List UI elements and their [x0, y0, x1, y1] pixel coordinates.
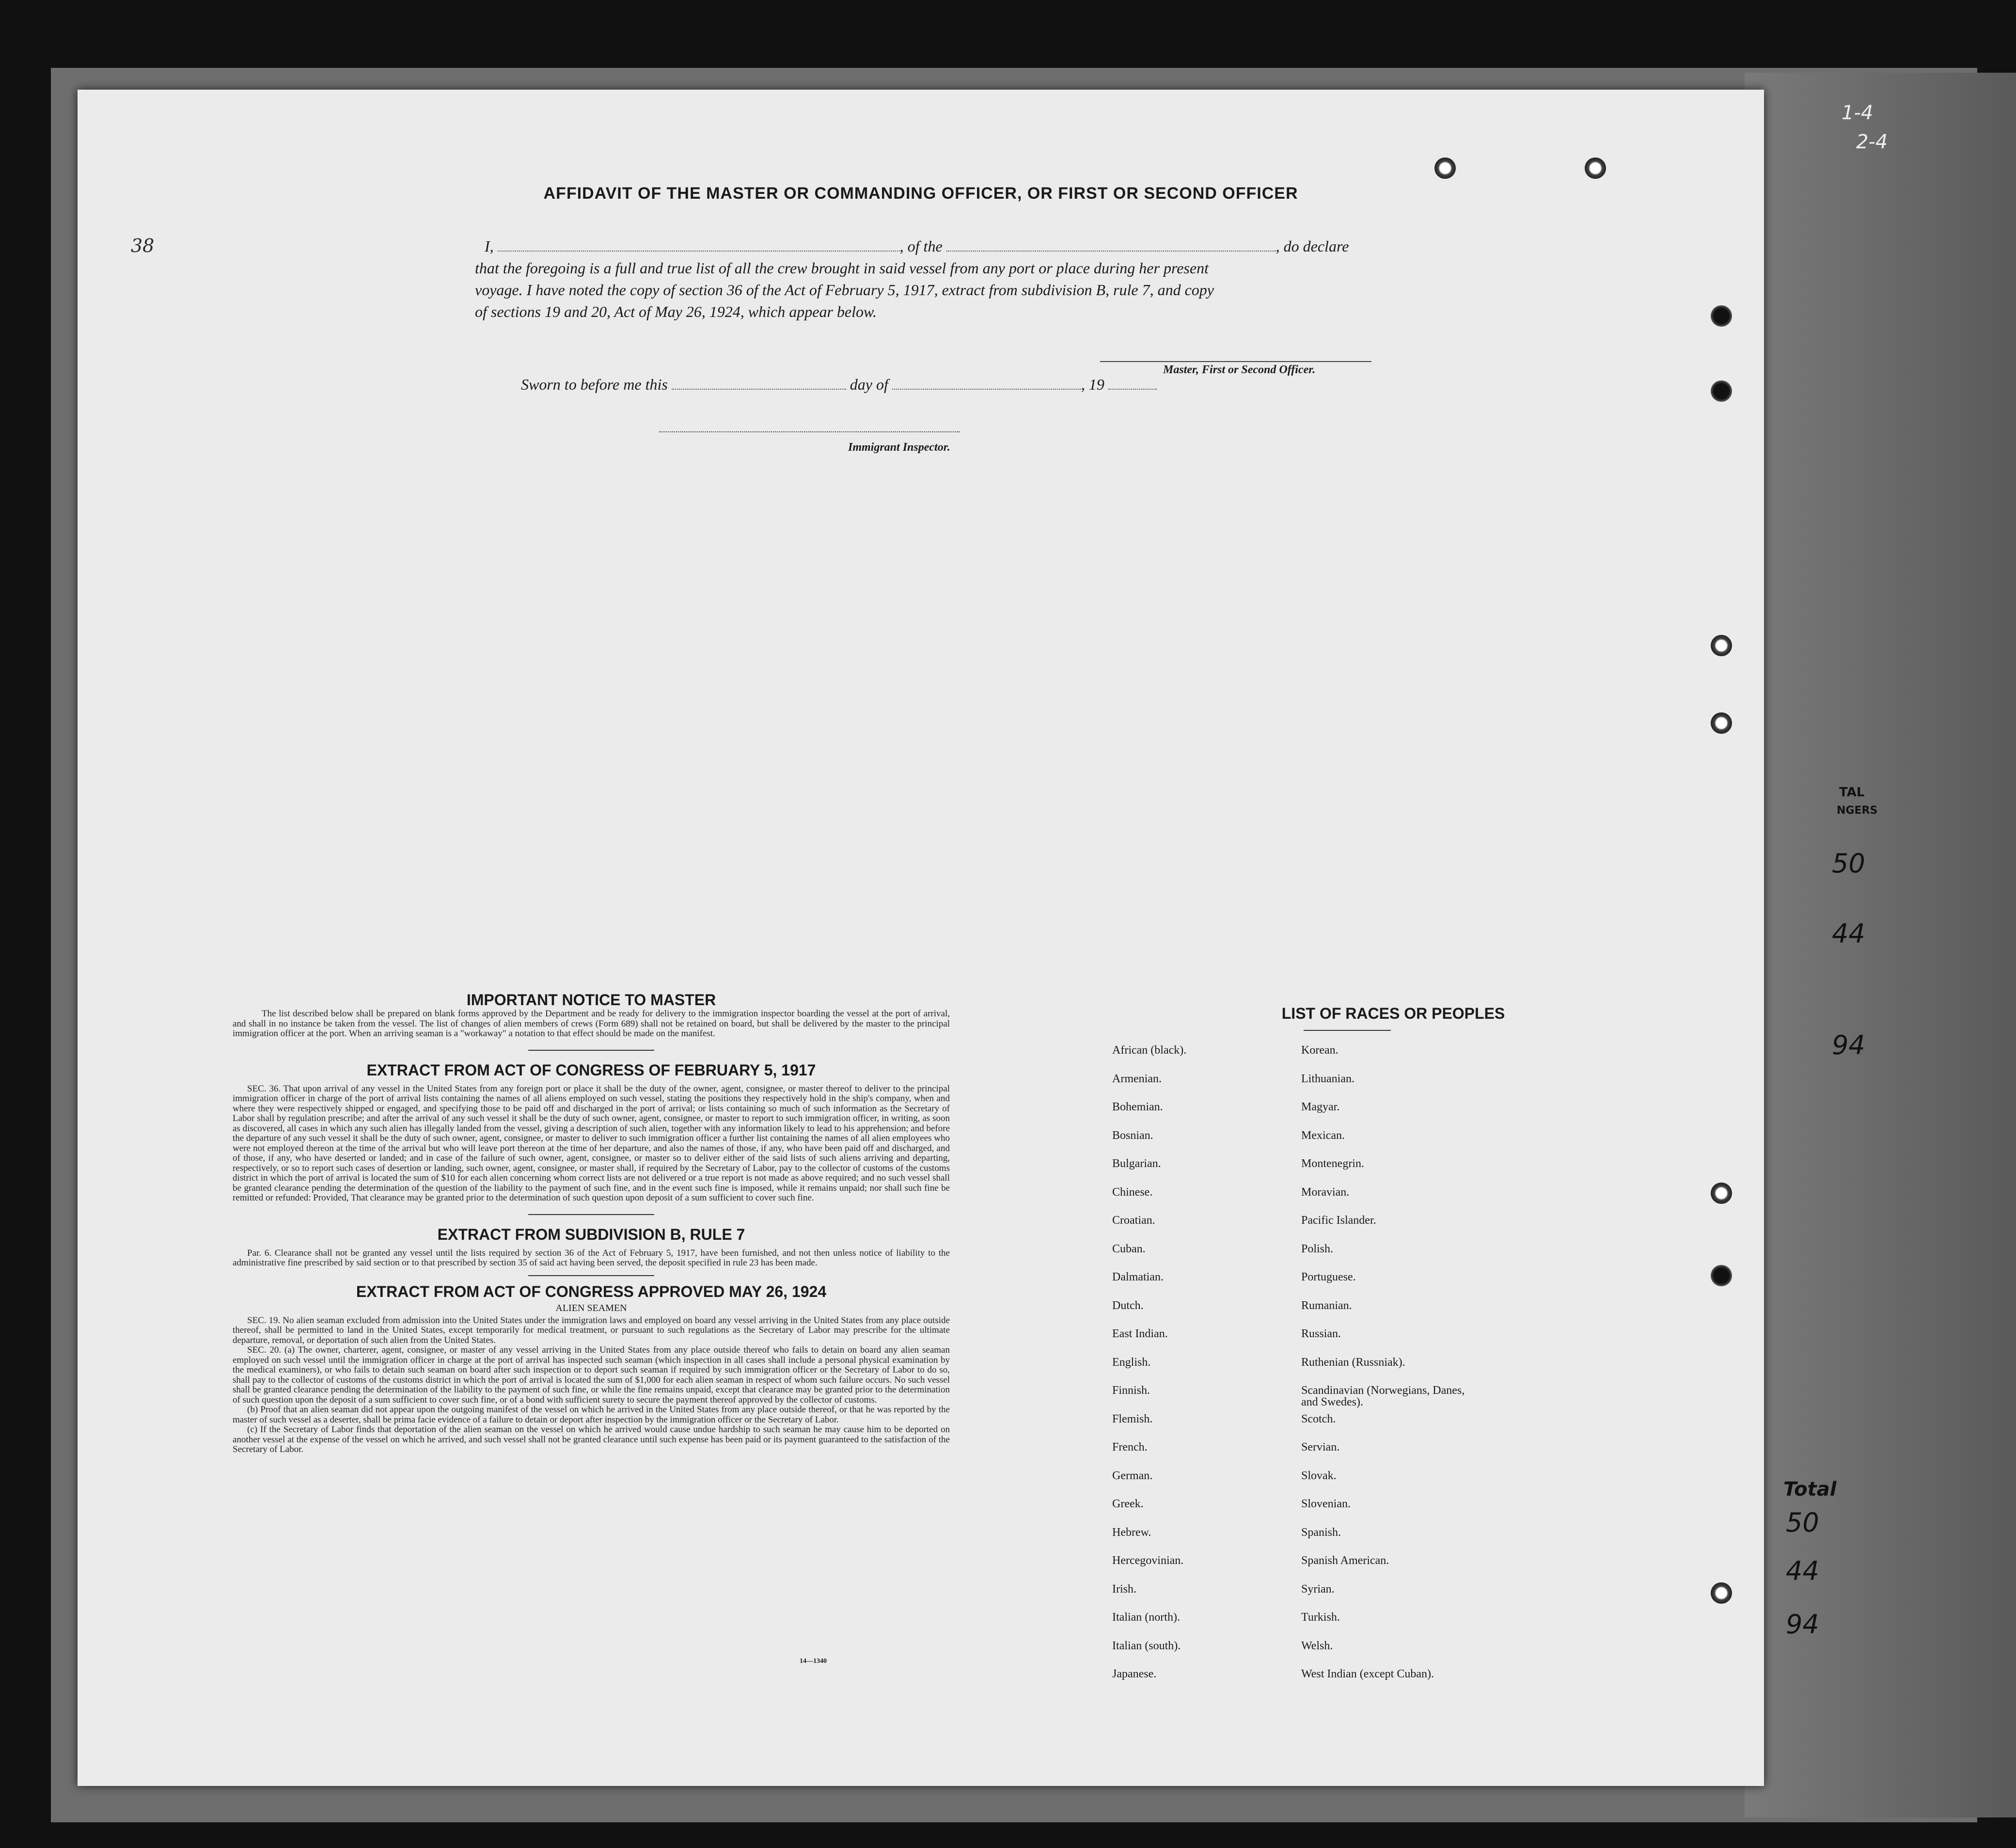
- sworn-year-blank[interactable]: [1108, 376, 1157, 390]
- punch-hole: [1711, 305, 1732, 327]
- divider: [528, 1050, 654, 1051]
- margin-total-1: 50: [1786, 1507, 1819, 1538]
- races-title: LIST OF RACES OR PEOPLES: [1281, 1005, 1505, 1022]
- race-item: Turkish.: [1301, 1611, 1340, 1624]
- divider: [528, 1214, 654, 1215]
- extract-1917-title: EXTRACT FROM ACT OF CONGRESS OF FEBRUARY 5, 1917: [366, 1061, 816, 1079]
- race-item: Rumanian.: [1301, 1299, 1352, 1312]
- race-item: Bulgarian.: [1112, 1157, 1161, 1170]
- extract-rule7-body: Par. 6. Clearance shall not be granted any vessel until the lists required by section 36 of the Act of February 5, 1917, have been furnished, and not then unless notice of liability to the administrative fine prescribed by said section or to that prescribed by section 35 of said act having been served, the deposit specified in rule 23 has been made.: [233, 1248, 950, 1268]
- race-item: Finnish.: [1112, 1384, 1150, 1397]
- race-item: Chinese.: [1112, 1185, 1153, 1199]
- race-item: Croatian.: [1112, 1214, 1155, 1227]
- race-item: Moravian.: [1301, 1185, 1350, 1199]
- race-item: Ruthenian (Russniak).: [1301, 1356, 1405, 1369]
- punch-hole: [1711, 1582, 1732, 1604]
- race-item: Lithuanian.: [1301, 1072, 1354, 1085]
- race-item: Scandinavian (Norwegians, Danes, and Swedes).: [1301, 1384, 1465, 1408]
- race-item: Spanish American.: [1301, 1554, 1389, 1567]
- race-item: Cuban.: [1112, 1242, 1146, 1255]
- race-item: East Indian.: [1112, 1327, 1168, 1340]
- punch-hole: [1434, 158, 1456, 179]
- day-of-text: day of: [850, 376, 888, 393]
- race-item: Pacific Islander.: [1301, 1214, 1376, 1227]
- notice-column: [233, 991, 950, 1455]
- master-caption: Master, First or Second Officer.: [1163, 363, 1316, 376]
- race-item: Italian (south).: [1112, 1639, 1181, 1652]
- race-item: Flemish.: [1112, 1412, 1153, 1425]
- divider: [528, 1275, 654, 1276]
- race-item: Portuguese.: [1301, 1271, 1356, 1283]
- race-item: Montenegrin.: [1301, 1157, 1364, 1170]
- master-signature-line[interactable]: [1100, 361, 1371, 362]
- extract-1924-title: EXTRACT FROM ACT OF CONGRESS APPROVED MAY 26, 1924: [356, 1282, 827, 1300]
- affidavit-line-3: voyage. I have noted the copy of section 36 of the Act of February 5, 1917, extract from subdivision B, rule 7, and copy: [475, 281, 1214, 299]
- races-divider: [1304, 1030, 1391, 1031]
- sec20b-body: (b) Proof that an alien seaman did not appear upon the outgoing manifest of the vessel on which he arrived in the United States from any place outside thereof, or that he was reported by the master of such vessel as a deserter, shall be prima facie evidence of a failure to detain or deport after inspection by the immigration officer or the Secretary of Labor.: [233, 1405, 950, 1425]
- name-blank[interactable]: [498, 238, 900, 252]
- affidavit-do-declare: , do declare: [1276, 237, 1349, 255]
- race-item: Korean.: [1301, 1044, 1339, 1057]
- notice-body: The list described below shall be prepared on blank forms approved by the Department and be ready for delivery to the immigration inspector boarding the vessel at the port of arrival, and shall in no instance be taken from the vessel. The list of changes of alien members of crews (Form 689) shall not be retained on board, but shall be delivered by the master to the principal immigration officer at the port. When an arriving seaman is a "workaway" a notation to that effect should be made on the manifest.: [233, 1009, 950, 1039]
- race-item: Slovak.: [1301, 1469, 1337, 1482]
- race-item: Dalmatian.: [1112, 1271, 1164, 1283]
- races-column-1: [1112, 1044, 1186, 1697]
- affidavit-title: AFFIDAVIT OF THE MASTER OR COMMANDING OFFICER, OR FIRST OR SECOND OFFICER: [543, 184, 1298, 203]
- sec19-body: SEC. 19. No alien seaman excluded from admission into the United States under the immigration laws and employed on board any vessel arriving in the United States from any place outside thereof, shall be permitted to land in the United States, except temporarily for medical treatment, or pursuant to such regulations as the Secretary of Labor may prescribe for the ultimate departure, removal, or deportation of such alien from the United States.: [233, 1315, 950, 1345]
- race-item: Bohemian.: [1112, 1101, 1163, 1113]
- race-item: English.: [1112, 1356, 1151, 1369]
- race-item: French.: [1112, 1441, 1148, 1453]
- margin-total-2: 44: [1786, 1556, 1819, 1586]
- race-item: Bosnian.: [1112, 1129, 1153, 1142]
- race-item: Syrian.: [1301, 1582, 1335, 1595]
- sec20c-body: (c) If the Secretary of Labor finds that deportation of the alien seaman on the vessel on which he arrived would cause undue hardship to such seaman he may cause him to be deported on another vessel at the expense of the vessel on which he arrived, and such vessel shall not be granted clearance until such expense has been paid or its payment guaranteed to the satisfaction of the Secretary of Labor.: [233, 1424, 950, 1455]
- margin-tally-1: 50: [1832, 848, 1865, 879]
- race-item: Dutch.: [1112, 1299, 1144, 1312]
- race-item: Greek.: [1112, 1498, 1144, 1510]
- margin-label-ngers: NGERS: [1837, 805, 1878, 817]
- race-item: Hercegovinian.: [1112, 1554, 1184, 1567]
- race-item: Servian.: [1301, 1441, 1340, 1453]
- race-item: Irish.: [1112, 1582, 1136, 1595]
- punch-hole: [1711, 380, 1732, 402]
- sworn-day-blank[interactable]: [672, 376, 846, 390]
- notice-title: IMPORTANT NOTICE TO MASTER: [466, 991, 716, 1009]
- race-item: Armenian.: [1112, 1072, 1162, 1085]
- form-number: 14—1340: [800, 1658, 827, 1665]
- sec20a-body: SEC. 20. (a) The owner, charterer, agent, consignee, or master of any vessel arriving in the United States from any place outside thereof who fails to detain on board any alien seaman employed on such vessel until the immigration officer in charge at the port of arrival has inspected such seaman (which inspection in all cases shall include a personal physical examination by the medical examiners), or who fails to detain such seaman on board after such inspection or to deport such seaman if required by such immigration officer or the Secretary of Labor to do so, shall pay to the collector of customs of the customs district in which the port of arrival is located the sum of $1,000 for each alien seaman in respect of whom such failure occurs. No such vessel shall be granted clearance pending the determination of the liability to the payment of such fine, or while the fine remains unpaid, except that clearance may be granted prior to the determination of such question upon the deposit of a sum sufficient to cover such fine, or of a bond with sufficient surety to secure the payment thereof approved by the collector of customs.: [233, 1345, 950, 1405]
- margin-note-top-1: 1-4: [1842, 102, 1874, 124]
- sworn-month-blank[interactable]: [892, 376, 1081, 390]
- vessel-blank[interactable]: [946, 238, 1276, 252]
- margin-tally-3: 94: [1832, 1030, 1865, 1060]
- races-column-2: [1301, 1044, 1476, 1697]
- race-item: Spanish.: [1301, 1526, 1341, 1539]
- extract-1917-body: SEC. 36. That upon arrival of any vessel in the United States from any foreign port or place it shall be the duty of the owner, agent, consignee, or master thereof to deliver to the principal immigration officer in charge of the port of arrival lists containing the names of all aliens employed on such vessel, stating the positions they respectively hold in the ship's company, when and where they were respectively shipped or engaged, and specifying those to be paid off and discharged in the port of arrival; or lists containing so much of such information as the Secretary of Labor shall by regulation prescribe; and after the arrival of any such vessel it shall be the duty of such owner, agent, consignee, or master to report to such immigration officer, in writing, as soon as discovered, all cases in which any such alien has illegally landed from the vessel, giving a description of such alien, together with any information likely to lead to his apprehension; and before the departure of any such vessel it shall be the duty of such owner, agent, consignee, or master to deliver to such immigration officer a further list containing the names of all alien employees who were not employed thereon at the time of the arrival but who will leave port thereon at the time of her departure, and also the names of those, if any, who have been paid off and discharged, and of those, if any, who have deserted or landed; and in case of the failure of such owner, agent, consignee, or master so to deliver either of the said lists of such aliens arriving and departing, respectively, or so to report such cases of desertion or landing, such owner, agent, consignee, or master shall, if required by the Secretary of Labor, pay to the collector of customs of the customs district in which the port of arrival is located the sum of $10 for each alien concerning whom correct lists are not delivered or a true report is not made as above required; and no such vessel shall be granted clearance pending the determination of the question of the liability to the payment of such fine, and in the event such fine is imposed, while it remains unpaid; nor shall such fine be remitted or refunded: Provided, That clearance may be granted prior to the determination of such question upon deposit of a sum sufficient to cover such fine.: [233, 1083, 950, 1203]
- margin-total-3: 94: [1786, 1609, 1819, 1640]
- margin-note-top-2: 2-4: [1856, 131, 1888, 153]
- affidavit-of-the: , of the: [899, 237, 943, 255]
- margin-total-label: Total: [1783, 1478, 1837, 1501]
- sworn-line: [521, 376, 1157, 394]
- inspector-signature-line[interactable]: [659, 431, 960, 432]
- race-item: Magyar.: [1301, 1101, 1340, 1113]
- punch-hole: [1711, 635, 1732, 656]
- inspector-caption: Immigrant Inspector.: [848, 441, 950, 454]
- punch-hole: [1585, 158, 1606, 179]
- race-item: Polish.: [1301, 1242, 1334, 1255]
- race-item: Hebrew.: [1112, 1526, 1151, 1539]
- punch-hole: [1711, 712, 1732, 734]
- race-item: Welsh.: [1301, 1639, 1333, 1652]
- punch-hole: [1711, 1183, 1732, 1204]
- affidavit-line-1: [485, 237, 1349, 255]
- margin-label-tal: TAL: [1839, 785, 1865, 800]
- affidavit-line-4: of sections 19 and 20, Act of May 26, 1924, which appear below.: [475, 303, 877, 320]
- extract-rule7-title: EXTRACT FROM SUBDIVISION B, RULE 7: [437, 1225, 745, 1243]
- race-item: Italian (north).: [1112, 1611, 1180, 1624]
- year-prefix: , 19: [1081, 376, 1104, 393]
- affidavit-line-2: that the foregoing is a full and true list of all the crew brought in said vessel from any port or place during her present: [475, 259, 1209, 277]
- race-item: German.: [1112, 1469, 1153, 1482]
- margin-note-handwritten: 38: [131, 235, 155, 256]
- form-page: [78, 90, 1764, 1786]
- race-item: West Indian (except Cuban).: [1301, 1668, 1434, 1680]
- race-item: Scotch.: [1301, 1412, 1336, 1425]
- affidavit-i: I,: [485, 237, 494, 255]
- sworn-text: Sworn to before me this: [521, 376, 668, 393]
- race-item: African (black).: [1112, 1044, 1187, 1057]
- race-item: Slovenian.: [1301, 1498, 1351, 1510]
- punch-hole: [1711, 1265, 1732, 1286]
- margin-tally-2: 44: [1832, 918, 1865, 949]
- race-item: Mexican.: [1301, 1129, 1345, 1142]
- race-item: Russian.: [1301, 1327, 1341, 1340]
- race-item: Japanese.: [1112, 1668, 1157, 1680]
- alien-seamen-subtitle: ALIEN SEAMEN: [555, 1302, 627, 1313]
- underlying-sheet-right-edge: [1745, 73, 2016, 1817]
